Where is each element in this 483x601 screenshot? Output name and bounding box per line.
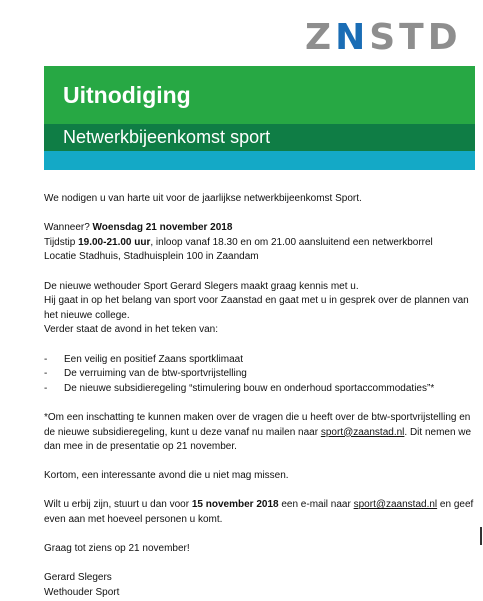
page-title: Uitnodiging: [63, 82, 191, 108]
page-subtitle: Netwerkbijeenkomst sport: [63, 127, 271, 147]
list-item-text: De nieuwe subsidieregeling “stimulering bouw en onderhoud sportaccommodaties”*: [64, 382, 435, 394]
signature-role: Wethouder Sport: [44, 587, 120, 599]
rsvp-email-link[interactable]: sport@zaanstad.nl: [353, 499, 438, 511]
wethouder-intro: De nieuwe wethouder Sport Gerard Slegers maakt graag kennis met u.: [44, 280, 359, 292]
list-item: - De verruiming van de btw-sportvrijstelling: [44, 368, 247, 380]
location-line: Locatie Stadhuis, Stadhuisplein 100 in Zaandam: [44, 251, 259, 263]
list-item-text: De verruiming van de btw-sportvrijstelling: [64, 368, 247, 380]
logo-letter-z: Z: [305, 16, 336, 58]
signature-name: Gerard Slegers: [44, 572, 112, 584]
footnote-text: *Om een inschatting te kunnen maken over de vragen die u heeft over de btw-sportvrijstelling en de nieuwe subsidieregeling, kunt u deze vanaf nu mailen naar: [44, 411, 471, 438]
time-line: [44, 236, 480, 251]
list-item: - De nieuwe subsidieregeling “stimulering bouw en onderhoud sportaccommodaties”*: [44, 382, 435, 394]
logo-letter-n: N: [335, 16, 370, 58]
summary-text: Kortom, een interessante avond die u niet mag missen.: [44, 470, 289, 482]
intro-text: We nodigen u van harte uit voor de jaarlijkse netwerkbijeenkomst Sport.: [44, 193, 362, 204]
wethouder-plans: Hij gaat in op het belang van sport voor Zaanstad en gaat met u in gesprek over de plannen van het nieuwe college.: [44, 295, 469, 321]
theme-list: [44, 353, 480, 397]
list-item: - Een veilig en positief Zaans sportklimaat: [44, 353, 243, 365]
logo-letters-rest: STD: [369, 16, 462, 58]
closing-text: Graag tot ziens op 21 november!: [44, 543, 190, 555]
time-label: Tijdstip: [44, 236, 79, 248]
list-item-text: Een veilig en positief Zaans sportklimaat: [64, 353, 243, 365]
footnote-email-link[interactable]: sport@zaanstad.nl: [320, 426, 405, 438]
time-value: 19.00-21.00 uur: [78, 236, 151, 248]
rsvp-text-start: Wilt u erbij zijn, stuurt u dan voor: [44, 499, 192, 511]
edge-marker: [480, 527, 482, 545]
rsvp-deadline: 15 november 2018: [191, 499, 279, 511]
when-value: Woensdag 21 november 2018: [92, 222, 233, 234]
time-rest: , inloop vanaf 18.30 en om 21.00 aansluitend een netwerkborrel: [150, 236, 433, 248]
evening-themes-intro: Verder staat de avond in het teken van:: [44, 324, 219, 336]
header-banner-cyan: [44, 151, 475, 170]
rsvp-text-end: en geef even aan met hoeveel personen u komt.: [44, 499, 474, 526]
zaanstad-logo: [305, 18, 462, 56]
rsvp-text-mid: een e-mail naar: [278, 499, 354, 511]
letter-body: [44, 192, 480, 601]
footnote: [44, 411, 480, 455]
footnote-text-end: . Dit nemen we dan mee in de presentatie op 21 november.: [44, 426, 472, 453]
rsvp-text: [44, 498, 480, 527]
when-label: Wanneer?: [44, 222, 93, 234]
when-line: [44, 221, 480, 236]
